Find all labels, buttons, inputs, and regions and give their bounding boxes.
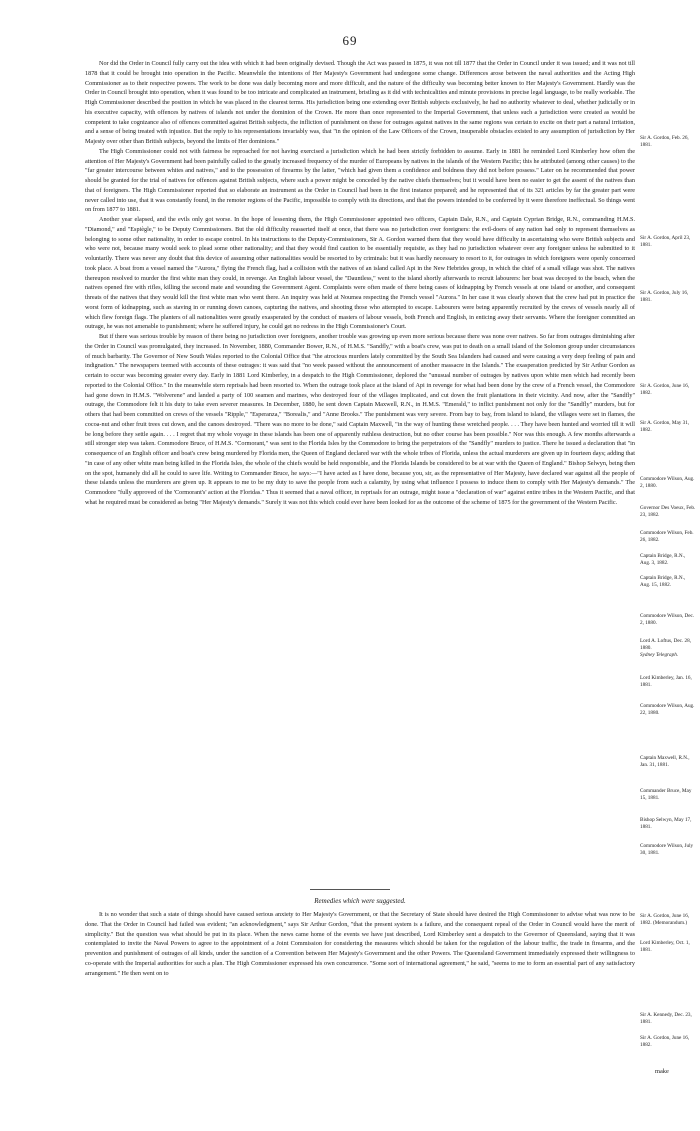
main-text-top <box>85 59 635 508</box>
margin-note: Commodore Wilson, Aug. 22, 1880. <box>640 703 695 717</box>
margin-note: Captain Bridge, R.N., Aug. 15, 1882. <box>640 575 686 589</box>
margin-note: Sir A. Kennedy, Dec. 23, 1881. <box>640 1012 692 1026</box>
margin-note: Commander Bruce, May 15, 1881. <box>640 788 692 802</box>
margin-note: Captain Maxwell, R.N., Jan. 31, 1881. <box>640 755 690 769</box>
margin-note: Commodore Wilson, July 30, 1881. <box>640 843 694 857</box>
margin-note: Sir A. Gordon, Feb. 26, 1881. <box>640 135 689 149</box>
paragraph: Nor did the Order in Council fully carry out the idea with which it had been originally devised. Though the Act was passed in 1875, it was not till 1877 that the Order in Council under it was issued; and it was not till 1878 that it could be brought into operation in the Pacific. Meanwhile the intentions of Her Majesty's Government had undergone some change. Differences arose between the naval authorities and the Acting High Commissioner as to their respective powers. The work to be done was daily becoming more and more difficult, and the nature of the difficulty was becoming better known to Her Majesty's Government. Hardly was the Order in Council brought into operation, when it was found to be too intricate and complicated an instrument, bristling as it did with technicalities and minute provisions in precise legal language, to be really workable. The High Commissioner described the position in which he was placed in the clearest terms. His jurisdiction being one extending over British subjects exclusively, he had no authority whatever to deal, whether judicially or in his executive capacity, with offences by natives of islands not under the dominion of the Crown. He more than once represented to the Imperial Government, that unless such a jurisdiction were created as would be competent to take cognizance also of offences committed against British subjects, the infliction of punishment on these for outrages against natives in the same regions was certain to excite on their part a natural irritation, and a sense of being treated with injustice. But the reply to his representations invariably was, that "in the opinion of the Law Officers of the Crown, insuperable obstacles existed to any assumption of jurisdiction by Her Majesty over other than British subjects, beyond the limits of Her dominions." <box>85 60 635 145</box>
paragraph: But if there was serious trouble by reason of there being no jurisdiction over foreigners, another trouble was growing up even more serious because there was none over natives. So far from outrages diminishing after the Order in Council was promulgated, they increased. In November, 1880, Commander Bower, R.N., of H.M.S. "Sandfly," with a boat's crew, was put to death on a small island of the Solomon group under circumstances of much barbarity. The Governor of New South Wales reported to the Colonial Office that "the atrocious murders lately committed by the South Sea Islanders had caused and were causing a very deep feeling of pain and indignation." The newspapers teemed with accounts of these outrages: it was said that "no week passed without the announcement of another massacre in the Islands." The exasperation predicted by Sir Arthur Gordon as certain to occur was becoming greater every day. Early in 1881 Lord Kimberley, in a despatch to the High Commissioner, deplored the "unusual number of outrages by natives upon white men which had recently been reported to the Colonial Office." In the meanwhile stern reprisals had been resorted to. When the outrage took place at the island of Api in revenge for what had been done by the crew of a French vessel, the Commodore had gone down in H.M.S. "Wolverene" and landed a party of 100 seamen and marines, who destroyed four of the villages implicated, and cut down the fruit plantations in their vicinity. And now, after the "Sandfly" outrage, the Commodore felt it his duty to take even severer measures. In December, 1880, he sent down Captain Maxwell, R.N., in H.M.S. "Emerald," to inflict punishment not only for the "Sandfly" murders, but for others that had been committed on crews of the vessels "Ripple," "Esperanza," "Borealis," and "Anne Brooks." The punishment was very severe. From bay to bay, from island to island, the villages were set in flames, the cocoa-nut and other fruit trees cut down, and the canoes destroyed. "There was no more to be done," said Captain Maxwell, "in the way of hunting these wretched people. . . . They have been hunted and worried till it will be long before they settle again. . . . I regret that my whole voyage in these islands has been one of apparently ruthless destruction, but no other course has been possible." Nor was this enough. A few months afterwards a still stronger step was taken. Commodore Bruce, of H.M.S. "Cormorant," was sent to the Florida Isles by the Commodore to bring the perpetrators of the "Sandfly" murders to justice. There he issued a declaration that "in consequence of an English officer and boat's crew being murdered by Florida men, the Queen of England declared war with the whole tribes of Florida, unless the actual murderers are given up in fourteen days; adding that "in case of any other white man being killed in the Florida Isles, the whole of the chiefs would be held responsible, and the Florida Islands be considered to be at war with the Queen of England." Bishop Selwyn, being then on the spot, humanely did all he could to save life. Writing to Commander Bruce, he says:—"I have acted as I have done, because you, sir, as the representative of Her Majesty, have declared war against all the people of these islands unless the murderers are given up. It appears to me to be my duty to save the people from such a calamity, by using what influence I possess to induce them to comply with Her Majesty's demands." The Commodore "fully approved of the 'Cormorant's' action at the Floridas." Thus it seemed that a naval officer, in reprisals for an outrage, might issue a "declaration of war" against entire tribes in the Western Pacific, and that what he required must be considered as being "Her Majesty's demands." Surely it was not this which could ever have been looked for as the outcome of the scheme of 1875 for the government of the Western Pacific. <box>85 333 635 506</box>
margin-note: Sir A. Gordon, April 23, 1881. <box>640 235 691 249</box>
margin-note: Commodore Wilson, Dec. 2, 1880. <box>640 613 695 627</box>
catchword: make <box>655 1068 669 1075</box>
margin-note: Sydney Telegraph. <box>640 652 679 658</box>
main-text-bottom <box>85 910 635 978</box>
margin-note: Captain Bridge, R.N., Aug. 3, 1882. <box>640 553 686 567</box>
margin-note: Lord A. Loftus, Dec. 28, 1880. <box>640 638 692 652</box>
paragraph: The High Commissioner could not with fairness be reproached for not having exercised a jurisdiction which he had been strictly forbidden to assume. Early in 1881 he reminded Lord Kimberley how often the attention of Her Majesty's Government had been painfully called to the greatly increased frequency of the murder of Europeans by natives in the islands of the Western Pacific; this he attributed (among other causes) to the "far greater intercourse between whites and natives," and to the possession of firearms by the latter, "which had given them a confidence and boldness they did not before possess." Later on he recommended that power should be granted for the trial of natives for offences against British subjects, where such a power might be conceded by the native chiefs themselves; but it would have been no easier to get the assent of the natives than that of foreigners. The High Commissioner reported that so elaborate an instrument as the Order in Council had been in the first instance prepared; and he represented that of its 321 articles by far the greater part were never called into use, that it was constantly found, in the remoter regions of the Pacific, impossible to comply with its directions, and that the powers intended to be conferred by it were therefore ineffectual. So things went on from 1877 to 1881. <box>85 147 635 214</box>
margin-note: Commodore Wilson, Aug. 2, 1880. <box>640 476 695 490</box>
page-number: 69 <box>342 33 358 48</box>
paragraph: Another year elapsed, and the evils only got worse. In the hope of lessening them, the High Commissioner appointed two officers, Captain Dale, R.N., and Captain Cyprian Bridge, R.N., commanding H.M.S. "Diamond," and "Espiègle," to be Deputy Commissioners. But the old difficulty reasserted itself at once, that there was no jurisdiction over foreigners: the evil-doers of any nation had only to represent themselves as belonging to some other nationality, in order to escape control. In his instructions to the Deputy-Commissioners, Sir A. Gordon warned them that they would have difficulty in ascertaining who were British subjects and who were not, because many would seek to plead some other nationality; and that they would find caution to be essentially requisite, as they had no jurisdiction whatever over any foreigner unless he submitted to it voluntarily. There was never any doubt that this device of assuming other nationalities would be resorted to by criminals: but it was hardly necessary to resort to it, for outrages in which foreigners were openly concerned took place. A boat from a vessel named the "Aurora," flying the French flag, had a collision with the natives of an island called Api in the New Hebrides group, in which the chief of a small village was shot. The natives thereupon resolved to murder the first white man they could, in revenge. An English labour vessel, the "Dauntless," went to the island shortly afterwards to recruit labourers: her boat was decoyed to the beach, when the natives opened fire with rifles, killing the second mate and wounding the Government Agent. Complaints were often made of there being cases of kidnapping by French vessels at one island or another, and consequent threats of the natives that they would kill the first white man who went there. An inquiry was held at Noumea respecting the French vessel "Aurora." In her case it was clearly shown that the crew had put in practice the worst form of kidnapping, such as staving in or running down canoes, capturing the natives, and shooting those who attempted to escape. Labourers were being apparently recruited by the crews of vessels nearly all of which flew foreign flags. The planters of all nationalities were greatly exasperated by the conduct of masters of labour vessels, both French and English, in enticing away their servants. Where the foreigner committed an outrage, he was not amenable to punishment; where he suffered injury, he could get no redress in the High Commissioner's Court. <box>85 216 635 331</box>
margin-note: Sir A. Gordon, July 16, 1881. <box>640 290 689 304</box>
margin-note: Bishop Selwyn, May 17, 1881. <box>640 817 692 831</box>
margin-note: Lord Kimberley, Jan. 16, 1881. <box>640 675 692 689</box>
margin-note: Lord Kimberley, Oct. 1, 1881. <box>640 940 690 954</box>
margin-note: Sir A. Gordon, June 16, 1882. (Memorandum.) <box>640 913 690 927</box>
margin-note: Sir A. Gordon, June 16, 1882. <box>640 1035 690 1049</box>
margin-note: Sir A. Gordon, May 31, 1882. <box>640 420 690 434</box>
section-heading: Remedies which were suggested. <box>314 897 406 905</box>
paragraph: It is no wonder that such a state of things should have caused serious anxiety to Her Majesty's Government, or that the Secretary of State should have desired the High Commissioner to advise what was now to be done. That the Order in Council had failed was evident; "an acknowledgment," says Sir Arthur Gordon, "that the present system is a failure, and the consequent repeal of the Order in Council would have the merit of simplicity." But the question was what should be put in its place. When the news came home of the events we have just described, Lord Kimberley sent a despatch to the Governor of Queensland, saying that it was contemplated to invite the Naval Powers to agree to the appointment of a Joint Commission for considering the measures which should be taken for the regulation of the labour traffic, the trade in firearms, and the prevention and punishment of outrages of all kinds, under the sanction of a Convention between Her Majesty's Government and the other Powers. The Queensland Government immediately expressed their willingness to co-operate with the Imperial authorities for such a plan. The High Commissioner expressed his own concurrence. "Some sort of international agreement," he said, "seems to me to form an essential part of any satisfactory arrangement." He then went on to <box>85 911 635 977</box>
section-divider <box>310 889 390 890</box>
margin-note: Governor Des Voeux, Feb. 23, 1882. <box>640 505 696 519</box>
margin-note: Commodore Wilson, Feb. 26, 1882. <box>640 530 694 544</box>
margin-note: Sir A. Gordon, June 16, 1882. <box>640 383 690 397</box>
